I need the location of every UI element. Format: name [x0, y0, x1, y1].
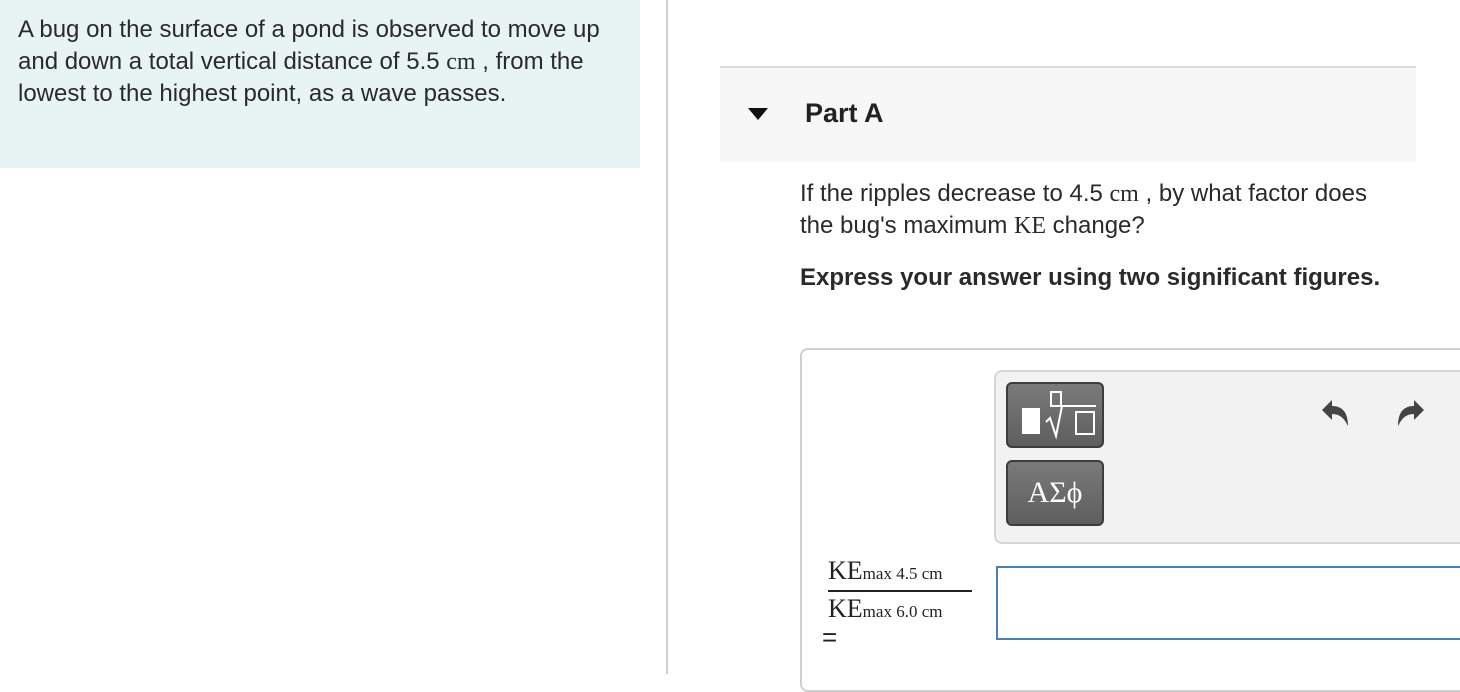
problem-text-part2: , from the lowest to the highest point, as a wave passes. — [18, 48, 584, 107]
question-text-part2: , by what factor does the bug's maximum — [800, 180, 1367, 239]
collapse-caret-icon[interactable] — [748, 108, 768, 120]
fraction-numerator — [828, 556, 974, 590]
answer-input-field[interactable] — [996, 566, 1460, 640]
denominator-ke: KE — [828, 594, 863, 623]
problem-statement-panel — [0, 0, 640, 168]
problem-text-part1: A bug on the surface of a pond is observed to move up and down a total vertical distance of 5.5 — [18, 16, 600, 75]
undo-arrow-icon[interactable] — [1318, 396, 1352, 430]
question-ke-symbol: KE — [1014, 213, 1046, 239]
equals-sign: = — [822, 622, 838, 652]
question-text-part1: If the ripples decrease to 4.5 — [800, 180, 1110, 207]
question-text-part3: change? — [1046, 212, 1145, 239]
numerator-subscript: max 4.5 cm — [862, 564, 943, 583]
question-text — [800, 178, 1400, 242]
problem-unit: cm — [446, 49, 476, 75]
denominator-subscript: max 6.0 cm — [862, 602, 943, 621]
fraction-denominator — [828, 594, 974, 628]
templates-button[interactable] — [1006, 382, 1104, 448]
panel-divider — [666, 0, 668, 674]
answer-instruction: Express your answer using two significant figures. — [800, 264, 1381, 291]
part-a-header[interactable] — [720, 66, 1416, 162]
redo-arrow-icon[interactable] — [1394, 396, 1428, 430]
problem-statement-text — [18, 14, 628, 110]
fraction-bar — [828, 590, 972, 592]
numerator-ke: KE — [828, 556, 863, 585]
greek-symbols-label: ΑΣϕ — [1027, 476, 1083, 509]
part-title: Part A — [805, 98, 884, 128]
ke-ratio-fraction — [828, 556, 974, 628]
fraction-sqrt-template-icon — [1008, 384, 1102, 446]
greek-symbols-button[interactable] — [1006, 460, 1104, 526]
question-unit: cm — [1109, 181, 1139, 207]
